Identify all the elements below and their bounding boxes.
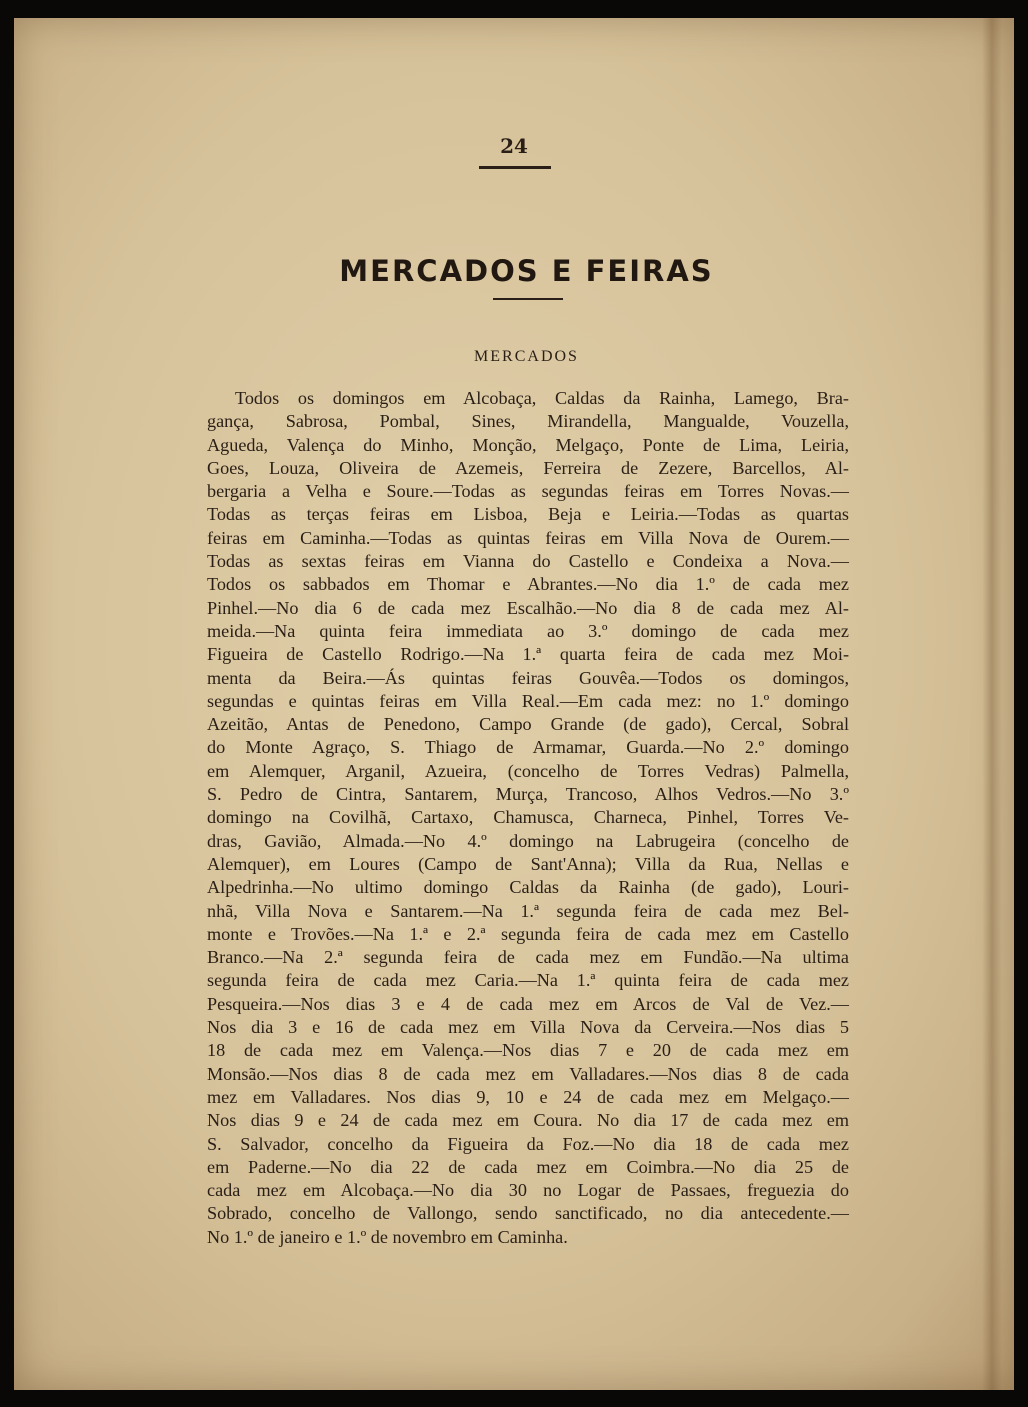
text-line: Alpedrinha.—No ultimo domingo Caldas da Rainha (de gado), Louri- bbox=[207, 877, 849, 898]
text-line: Monsão.—Nos dias 8 de cada mez em Valladares.—Nos dias 8 de cada bbox=[207, 1063, 849, 1084]
text-line: Alemquer), em Loures (Campo de Sant'Anna); Villa da Rua, Nellas e bbox=[207, 853, 849, 874]
text-line: Figueira de Castello Rodrigo.—Na 1.ª quarta feira de cada mez Moi- bbox=[207, 644, 849, 665]
title-divider bbox=[493, 298, 563, 300]
text-line: No 1.º de janeiro e 1.º de novembro em Caminha. bbox=[207, 1226, 568, 1247]
page-number: 24 bbox=[500, 134, 528, 158]
text-line: Todos os sabbados em Thomar e Abrantes.—No dia 1.º de cada mez bbox=[207, 574, 849, 595]
text-line: domingo na Covilhã, Cartaxo, Chamusca, Charneca, Pinhel, Torres Ve- bbox=[207, 807, 849, 828]
text-line: em Alemquer, Arganil, Azueira, (concelho de Torres Vedras) Palmella, bbox=[207, 760, 849, 781]
section-heading: MERCADOS bbox=[474, 348, 579, 365]
text-line: feiras em Caminha.—Todas as quintas feiras em Villa Nova de Ourem.— bbox=[207, 527, 849, 548]
text-line: Nos dias 9 e 24 de cada mez em Coura. No dia 17 de cada mez em bbox=[207, 1110, 849, 1131]
text-line: Pesqueira.—Nos dias 3 e 4 de cada mez em Arcos de Val de Vez.— bbox=[207, 993, 849, 1014]
text-line: segunda feira de cada mez Caria.—Na 1.ª quinta feira de cada mez bbox=[207, 970, 849, 991]
text-line: mez em Valladares. Nos dias 9, 10 e 24 de cada mez em Melgaço.— bbox=[207, 1086, 849, 1107]
text-line: bergaria a Velha e Soure.—Todas as segundas feiras em Torres Novas.— bbox=[207, 481, 849, 502]
chapter-title: MERCADOS E FEIRAS bbox=[339, 254, 714, 288]
text-line: Pinhel.—No dia 6 de cada mez Escalhão.—No dia 8 de cada mez Al- bbox=[207, 597, 849, 618]
text-line: S. Pedro de Cintra, Santarem, Murça, Trancoso, Alhos Vedros.—No 3.º bbox=[207, 784, 849, 805]
text-line: Agueda, Valença do Minho, Monção, Melgaço, Ponte de Lima, Leiria, bbox=[207, 434, 849, 455]
text-line: Todas as sextas feiras em Vianna do Castello e Condeixa a Nova.— bbox=[207, 551, 849, 572]
text-line: cada mez em Alcobaça.—No dia 30 no Logar de Passaes, freguezia do bbox=[207, 1180, 849, 1201]
text-line: Azeitão, Antas de Penedono, Campo Grande (de gado), Cercal, Sobral bbox=[207, 714, 849, 735]
text-line: do Monte Agraço, S. Thiago de Armamar, Guarda.—No 2.º domingo bbox=[207, 737, 849, 758]
text-line: menta da Beira.—Ás quintas feiras Gouvêa.—Todos os domingos, bbox=[207, 667, 849, 688]
page-number-underline bbox=[479, 166, 551, 169]
text-line: dras, Gavião, Almada.—No 4.º domingo na Labrugeira (concelho de bbox=[207, 830, 849, 851]
text-line: monte e Trovões.—Na 1.ª e 2.ª segunda feira de cada mez em Castello bbox=[207, 923, 849, 944]
text-line: gança, Sabrosa, Pombal, Sines, Mirandella, Mangualde, Vouzella, bbox=[207, 411, 849, 432]
text-line: em Paderne.—No dia 22 de cada mez em Coimbra.—No dia 25 de bbox=[207, 1156, 849, 1177]
book-page bbox=[14, 18, 1014, 1390]
markets-paragraph bbox=[207, 387, 849, 1249]
text-line: Todas as terças feiras em Lisboa, Beja e Leiria.—Todas as quartas bbox=[207, 504, 849, 525]
text-line: Branco.—Na 2.ª segunda feira de cada mez em Fundão.—Na ultima bbox=[207, 947, 849, 968]
text-line: Nos dia 3 e 16 de cada mez em Villa Nova da Cerveira.—Nos dias 5 bbox=[207, 1017, 849, 1038]
text-line: S. Salvador, concelho da Figueira da Foz.—No dia 18 de cada mez bbox=[207, 1133, 849, 1154]
text-line: Goes, Louza, Oliveira de Azemeis, Ferreira de Zezere, Barcellos, Al- bbox=[207, 457, 849, 478]
text-line: segundas e quintas feiras em Villa Real.—Em cada mez: no 1.º domingo bbox=[207, 690, 849, 711]
page-fold-shadow bbox=[982, 18, 1002, 1390]
text-line: Sobrado, concelho de Vallongo, sendo sanctificado, no dia antecedente.— bbox=[207, 1203, 849, 1224]
text-line: 18 de cada mez em Valença.—Nos dias 7 e 20 de cada mez em bbox=[207, 1040, 849, 1061]
text-line: meida.—Na quinta feira immediata ao 3.º domingo de cada mez bbox=[207, 620, 849, 641]
text-line: Todos os domingos em Alcobaça, Caldas da Rainha, Lamego, Bra- bbox=[235, 388, 849, 408]
text-line: nhã, Villa Nova e Santarem.—Na 1.ª segunda feira de cada mez Bel- bbox=[207, 900, 849, 921]
